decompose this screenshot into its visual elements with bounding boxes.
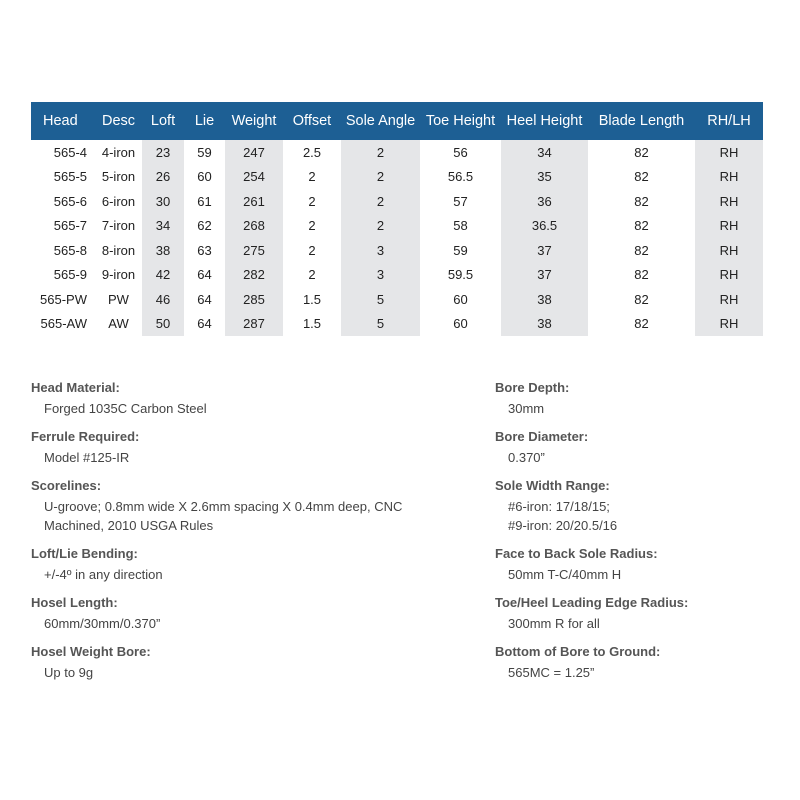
table-cell: 46 [142, 287, 184, 312]
spec-label: Scorelines: [31, 478, 102, 493]
column-header: Loft [142, 102, 184, 140]
table-cell: 2 [341, 140, 420, 165]
table-row [31, 140, 763, 165]
table-cell: RH [695, 165, 763, 190]
table-cell: 565-7 [53, 218, 87, 234]
table-cell: 2 [308, 193, 316, 209]
spec-item [495, 546, 785, 584]
table-row [31, 214, 763, 239]
table-cell: 56 [453, 144, 468, 160]
table-cell: RH [695, 312, 763, 337]
table-cell: 82 [634, 267, 649, 283]
table-cell: 565-6 [53, 193, 87, 209]
table-cell: RH [695, 263, 763, 288]
table-row [31, 312, 763, 337]
spec-value: 0.370” [508, 450, 545, 465]
spec-label: Hosel Weight Bore: [31, 644, 151, 659]
table-cell: 56.5 [447, 169, 474, 185]
spec-label: Head Material: [31, 380, 120, 395]
table-cell: 50 [142, 312, 184, 337]
table-cell: 565-9 [53, 267, 87, 283]
table-cell: 8-iron [101, 242, 136, 258]
spec-value: +/-4º in any direction [44, 567, 163, 582]
specs-table [31, 102, 763, 336]
table-cell: 34 [142, 214, 184, 239]
column-header: Blade Length [588, 102, 695, 140]
spec-label: Hosel Length: [31, 595, 118, 610]
table-cell: 60 [453, 291, 468, 307]
table-cell: 9-iron [101, 267, 136, 283]
table-row [31, 287, 763, 312]
table-cell: 42 [142, 263, 184, 288]
spec-item [495, 380, 785, 418]
table-cell: 58 [453, 218, 468, 234]
table-cell: 82 [634, 169, 649, 185]
spec-item [31, 478, 451, 535]
spec-item [495, 595, 785, 633]
table-cell: 2 [308, 218, 316, 234]
table-cell: 82 [634, 291, 649, 307]
table-cell: 59 [453, 242, 468, 258]
table-cell: 3 [341, 238, 420, 263]
table-cell: 38 [142, 238, 184, 263]
table-cell: 261 [225, 189, 283, 214]
table-cell: 35 [501, 165, 588, 190]
table-cell: 282 [225, 263, 283, 288]
table-cell: 565-PW [40, 291, 87, 307]
table-cell: 287 [225, 312, 283, 337]
spec-label: Sole Width Range: [495, 478, 610, 493]
spec-value: Forged 1035C Carbon Steel [44, 401, 207, 416]
table-cell: 36 [501, 189, 588, 214]
table-cell: 23 [142, 140, 184, 165]
table-cell: 1.5 [302, 291, 322, 307]
spec-label: Bore Diameter: [495, 429, 589, 444]
spec-value: U-groove; 0.8mm wide X 2.6mm spacing X 0.4mm deep, CNC [44, 499, 403, 514]
table-cell: 2 [341, 214, 420, 239]
table-cell: 4-iron [101, 144, 136, 160]
spec-value: #9-iron: 20/20.5/16 [508, 518, 618, 533]
table-cell: 64 [197, 267, 212, 283]
table-cell: 2 [341, 165, 420, 190]
column-header: Weight [225, 102, 283, 140]
spec-item [495, 644, 785, 682]
table-cell: RH [695, 189, 763, 214]
table-cell: 38 [501, 287, 588, 312]
table-cell: 7-iron [101, 218, 136, 234]
table-cell: 565-AW [40, 316, 87, 332]
table-cell: 37 [501, 238, 588, 263]
table-cell: 34 [501, 140, 588, 165]
spec-item [31, 644, 451, 682]
table-cell: 60 [453, 316, 468, 332]
table-cell: 268 [225, 214, 283, 239]
table-header-row [31, 102, 763, 140]
spec-label: Toe/Heel Leading Edge Radius: [495, 595, 689, 610]
table-row [31, 238, 763, 263]
table-cell: 254 [225, 165, 283, 190]
column-header: Lie [184, 102, 225, 140]
table-cell: 2 [308, 242, 316, 258]
table-cell: 247 [225, 140, 283, 165]
table-cell: 275 [225, 238, 283, 263]
spec-value: #6-iron: 17/18/15; [508, 499, 610, 514]
column-header: Toe Height [420, 102, 501, 140]
table-cell: PW [108, 291, 129, 307]
table-cell: 59.5 [447, 267, 474, 283]
table-cell: 3 [341, 263, 420, 288]
column-header: Heel Height [501, 102, 588, 140]
table-cell: 285 [225, 287, 283, 312]
table-cell: 59 [197, 144, 212, 160]
table-cell: 64 [197, 291, 212, 307]
table-cell: 30 [142, 189, 184, 214]
column-header: Desc [95, 102, 142, 140]
table-cell: RH [695, 214, 763, 239]
table-cell: 5 [341, 312, 420, 337]
spec-label: Face to Back Sole Radius: [495, 546, 658, 561]
table-row [31, 263, 763, 288]
spec-value: 565MC = 1.25” [508, 665, 595, 680]
table-cell: 38 [501, 312, 588, 337]
table-cell: 63 [197, 242, 212, 258]
table-cell: 5 [341, 287, 420, 312]
table-cell: 61 [197, 193, 212, 209]
spec-label: Ferrule Required: [31, 429, 140, 444]
table-cell: 565-8 [53, 242, 87, 258]
table-cell: 60 [197, 169, 212, 185]
spec-item [31, 380, 451, 418]
spec-value: Machined, 2010 USGA Rules [44, 518, 214, 533]
table-row [31, 189, 763, 214]
table-cell: 62 [197, 218, 212, 234]
table-cell: 36.5 [501, 214, 588, 239]
spec-value: 60mm/30mm/0.370” [44, 616, 161, 631]
table-cell: RH [695, 287, 763, 312]
table-cell: 64 [197, 316, 212, 332]
spec-item [31, 595, 451, 633]
table-cell: 2 [308, 169, 316, 185]
spec-item [31, 429, 451, 467]
table-cell: 5-iron [101, 169, 136, 185]
table-cell: 82 [634, 218, 649, 234]
column-header: Head [31, 102, 95, 140]
column-header: Sole Angle [341, 102, 420, 140]
table-cell: 26 [142, 165, 184, 190]
table-cell: 1.5 [302, 316, 322, 332]
table-cell: 2 [308, 267, 316, 283]
spec-item [31, 546, 451, 584]
spec-value: 50mm T-C/40mm H [508, 567, 622, 582]
table-cell: 82 [634, 316, 649, 332]
spec-value: 300mm R for all [508, 616, 600, 631]
spec-item [495, 478, 785, 535]
table-cell: 2.5 [302, 144, 322, 160]
spec-value: Model #125-IR [44, 450, 130, 465]
specs-left-column [31, 380, 451, 693]
column-header: RH/LH [695, 102, 763, 140]
table-cell: RH [695, 238, 763, 263]
spec-label: Loft/Lie Bending: [31, 546, 138, 561]
table-cell: AW [108, 316, 129, 332]
spec-value: 30mm [508, 401, 545, 416]
table-cell: 565-5 [53, 169, 87, 185]
table-row [31, 165, 763, 190]
table-cell: 82 [634, 144, 649, 160]
table-cell: 82 [634, 242, 649, 258]
table-cell: 565-4 [53, 144, 87, 160]
table-cell: 2 [341, 189, 420, 214]
table-cell: 57 [453, 193, 468, 209]
spec-item [495, 429, 785, 467]
specs-right-column [495, 380, 785, 693]
spec-label: Bore Depth: [495, 380, 570, 395]
table-cell: 6-iron [101, 193, 136, 209]
spec-value: Up to 9g [44, 665, 94, 680]
table-cell: RH [695, 140, 763, 165]
column-header: Offset [283, 102, 341, 140]
table-cell: 37 [501, 263, 588, 288]
table-cell: 82 [634, 193, 649, 209]
spec-label: Bottom of Bore to Ground: [495, 644, 661, 659]
